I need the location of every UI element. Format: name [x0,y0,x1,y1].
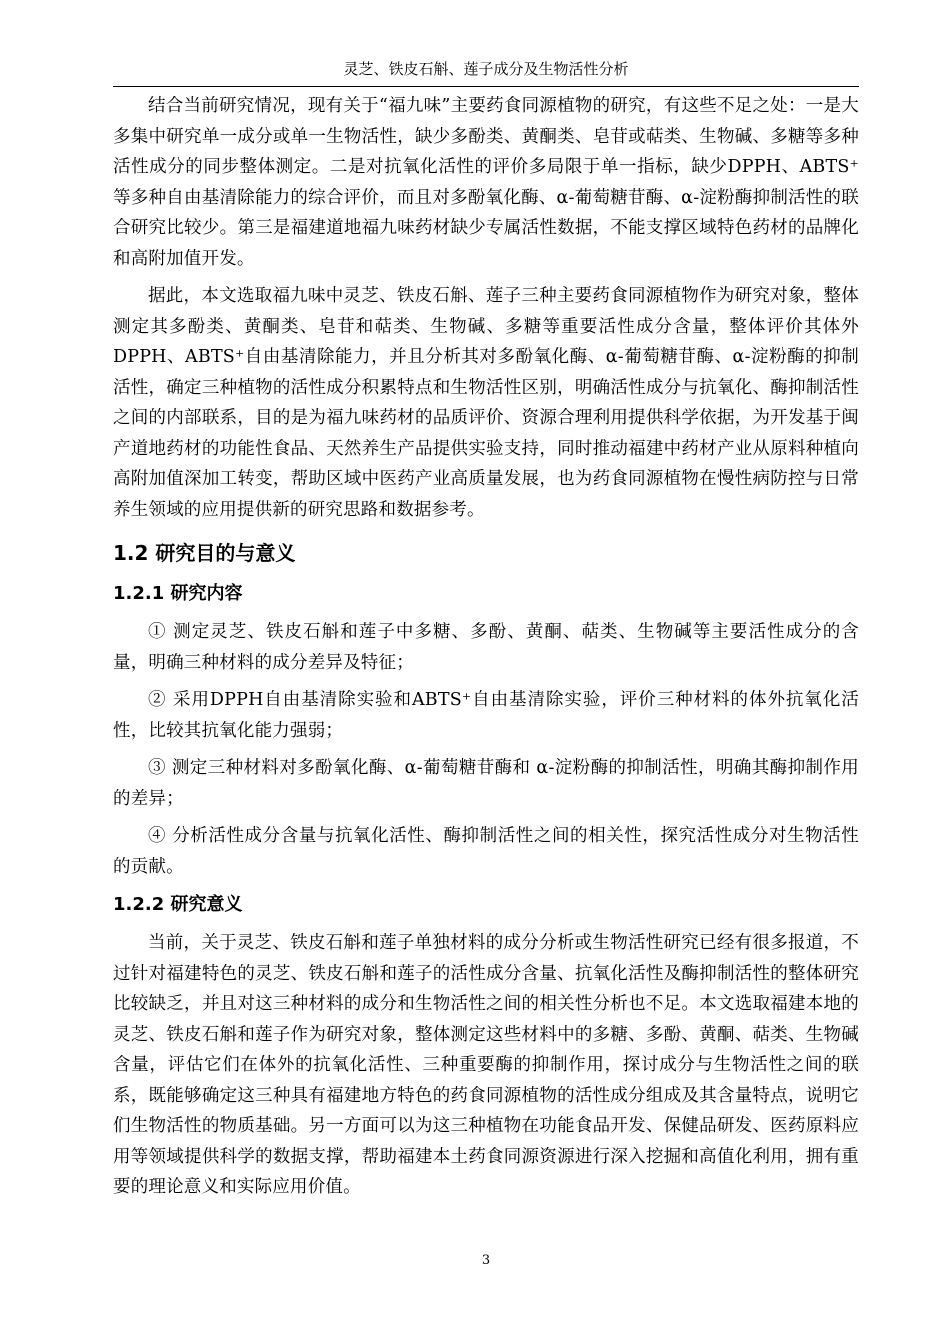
content-item-3: ③ 测定三种材料对多酚氧化酶、α-葡萄糖苷酶和 α-淀粉酶的抑制活性，明确其酶抑制作用的差异； [113,758,859,809]
significance-paragraph: 当前，关于灵芝、铁皮石斛和莲子单独材料的成分分析或生物活性研究已经有很多报道，不过针对福建特色的灵芝、铁皮石斛和莲子的活性成分含量、抗氧化活性及酶抑制活性的整体研究比较缺乏，并且对这三种材料的成分和生物活性之间的相关性分析也不足。本文选取福建本地的灵芝、铁皮石斛和莲子作为研究对象，整体测定这些材料中的多糖、多酚、黄酮、萜类、生物碱含量，评估它们在体外的抗氧化活性、三种重要酶的抑制作用，探讨成分与生物活性之间的联系，既能够确定这三种具有福建地方特色的药食同源植物的活性成分组成及其含量特点，说明它们生物活性的物质基础。另一方面可以为这三种植物在功能食品开发、保健品研发、医药原料应用等领域提供科学的数据支撑，帮助福建本土药食同源资源进行深入挖掘和高值化利用，拥有重要的理论意义和实际应用价值。 [113,933,859,1197]
page-number: 3 [481,1253,491,1268]
running-header: 灵芝、铁皮石斛、莲子成分及生物活性分析 [343,60,629,78]
content-item-4: ④ 分析活性成分含量与抗氧化活性、酶抑制活性之间的相关性，探究活性成分对生物活性的贡献。 [113,826,859,877]
section-heading: 1.2 研究目的与意义 [113,541,296,565]
page-content [113,91,859,1203]
subsection-heading-content: 1.2.1 研究内容 [113,583,243,604]
header-rule [113,86,859,87]
content-item-1: ① 测定灵芝、铁皮石斛和莲子中多糖、多酚、黄酮、萜类、生物碱等主要活性成分的含量，明确三种材料的成分差异及特征； [113,622,859,673]
intro-paragraph-1: 结合当前研究情况，现有关于“福九味”主要药食同源植物的研究，有这些不足之处：一是大多集中研究单一成分或单一生物活性，缺少多酚类、黄酮类、皂苷或萜类、生物碱、多糖等多种活性成分的同步整体测定。二是对抗氧化活性的评价多局限于单一指标，缺少DPPH、ABTS⁺ 等多种自由基清除能力的综合评价，而且对多酚氧化酶、α-葡萄糖苷酶、α-淀粉酶抑制活性的联合研究比较少。第三是福建道地福九味药材缺少专属活性数据，不能支撑区域特色药材的品牌化和高附加值开发。 [113,96,859,269]
intro-paragraph-2: 据此，本文选取福九味中灵芝、铁皮石斛、莲子三种主要药食同源植物作为研究对象，整体测定其多酚类、黄酮类、皂苷和萜类、生物碱、多糖等重要活性成分含量，整体评价其体外DPPH、ABTS⁺自由基清除能力，并且分析其对多酚氧化酶、α-葡萄糖苷酶、α-淀粉酶的抑制活性，确定三种植物的活性成分积累特点和生物活性区别，明确活性成分与抗氧化、酶抑制活性之间的内部联系，目的是为福九味药材的品质评价、资源合理利用提供科学依据，为开发基于闽产道地药材的功能性食品、天然养生产品提供实验支持，同时推动福建中药材产业从原料种植向高附加值深加工转变，帮助区域中医药产业高质量发展，也为药食同源植物在慢性病防控与日常养生领域的应用提供新的研究思路和数据参考。 [113,286,859,520]
subsection-heading-significance: 1.2.2 研究意义 [113,894,243,915]
content-item-2: ② 采用DPPH自由基清除实验和ABTS⁺自由基清除实验，评价三种材料的体外抗氧化活性，比较其抗氧化能力强弱； [113,690,859,741]
